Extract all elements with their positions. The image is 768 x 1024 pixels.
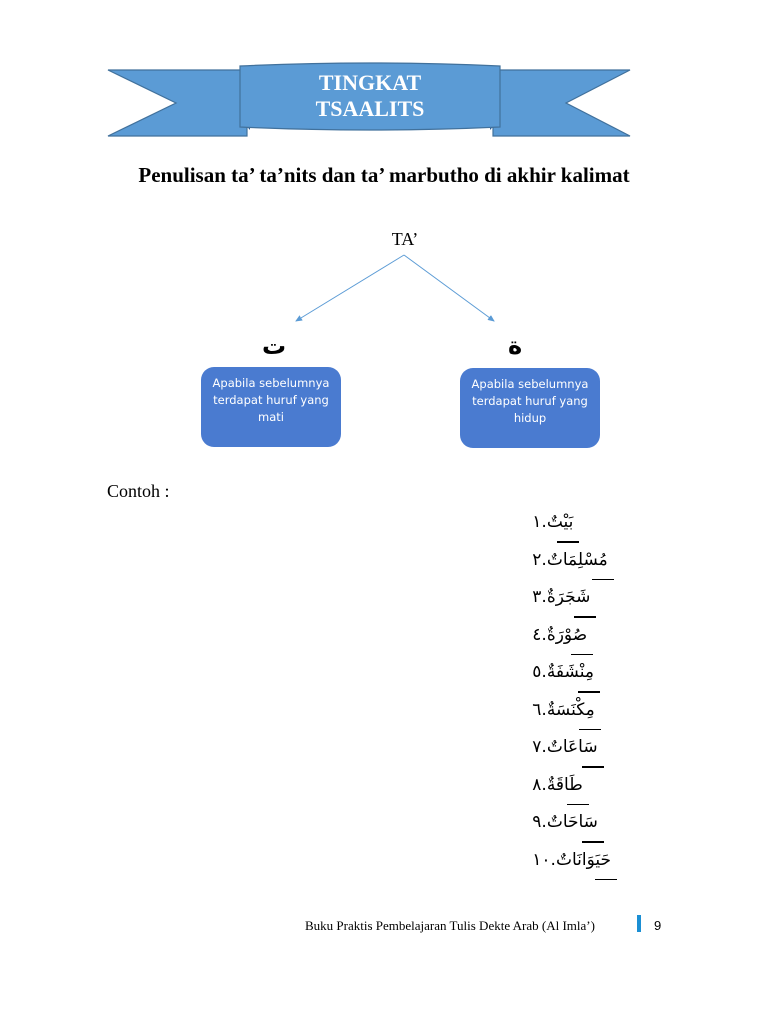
item-number: ٣. — [532, 587, 547, 607]
arabic-word: سَاعَاتٌ — [547, 737, 604, 757]
list-item — [532, 587, 643, 625]
item-number: ٢. — [532, 549, 547, 570]
footer-accent-bar — [637, 915, 641, 932]
arabic-word: شَجَرَةٌ — [547, 587, 597, 607]
underline — [571, 654, 593, 656]
underline — [574, 616, 596, 618]
underline — [578, 691, 600, 693]
box-hidup: Apabila sebelumnya terdapat huruf yang hidup — [460, 368, 600, 448]
list-item — [532, 737, 643, 775]
letter-ta-marbutah: ة — [508, 332, 523, 360]
arabic-word: صُوْرَةٌ — [547, 625, 593, 645]
arabic-word: بَيْتٌ — [547, 512, 580, 532]
list-item — [532, 625, 643, 663]
underline — [557, 541, 579, 543]
page-number: 9 — [654, 918, 662, 933]
underline — [567, 804, 589, 806]
banner-title-line2: TSAALITS — [315, 96, 425, 121]
item-number: ٨. — [532, 774, 547, 795]
arabic-word: حَيَوَانَاتٌ — [556, 850, 643, 870]
list-item — [532, 550, 643, 588]
item-number: ٤. — [532, 624, 547, 645]
footer-book-title: Buku Praktis Pembelajaran Tulis Dekte Arab (Al Imla’) — [305, 918, 595, 933]
underline — [592, 579, 614, 581]
underline — [582, 766, 604, 768]
arabic-word: مُسْلِمَاتٌ — [547, 550, 614, 570]
diagram-arrows — [0, 0, 768, 340]
item-number: ٥. — [532, 662, 547, 682]
diagram-root-label: TA’ — [391, 229, 419, 249]
arabic-word: مِنْشَفَةٌ — [547, 662, 600, 682]
item-number: ١٠. — [532, 849, 556, 870]
list-item — [532, 775, 643, 813]
list-item — [532, 812, 643, 850]
item-number: ١. — [532, 512, 547, 532]
arrow-left — [296, 255, 404, 321]
arrow-right — [404, 255, 494, 321]
list-item — [532, 512, 643, 550]
arabic-word: مِكْنَسَةٌ — [547, 700, 601, 720]
item-number: ٧. — [532, 737, 547, 757]
box-mati: Apabila sebelumnya terdapat huruf yang mati — [201, 367, 341, 447]
list-item — [532, 662, 643, 700]
list-item — [532, 700, 643, 738]
contoh-label: Contoh : — [107, 481, 170, 501]
banner-title-line1: TINGKAT — [318, 70, 422, 95]
example-list — [532, 512, 643, 887]
letter-ta-maftuhah: ت — [262, 332, 287, 360]
arabic-word: سَاحَاتٌ — [547, 812, 604, 832]
arabic-word: طَاقَةٌ — [547, 775, 589, 795]
underline — [595, 879, 617, 881]
list-item — [532, 850, 643, 888]
section-heading: Penulisan ta’ ta’nits dan ta’ marbutho di akhir kalimat — [138, 163, 630, 187]
item-number: ٩. — [532, 812, 547, 832]
underline — [582, 841, 604, 843]
item-number: ٦. — [532, 699, 547, 720]
underline — [579, 729, 601, 731]
